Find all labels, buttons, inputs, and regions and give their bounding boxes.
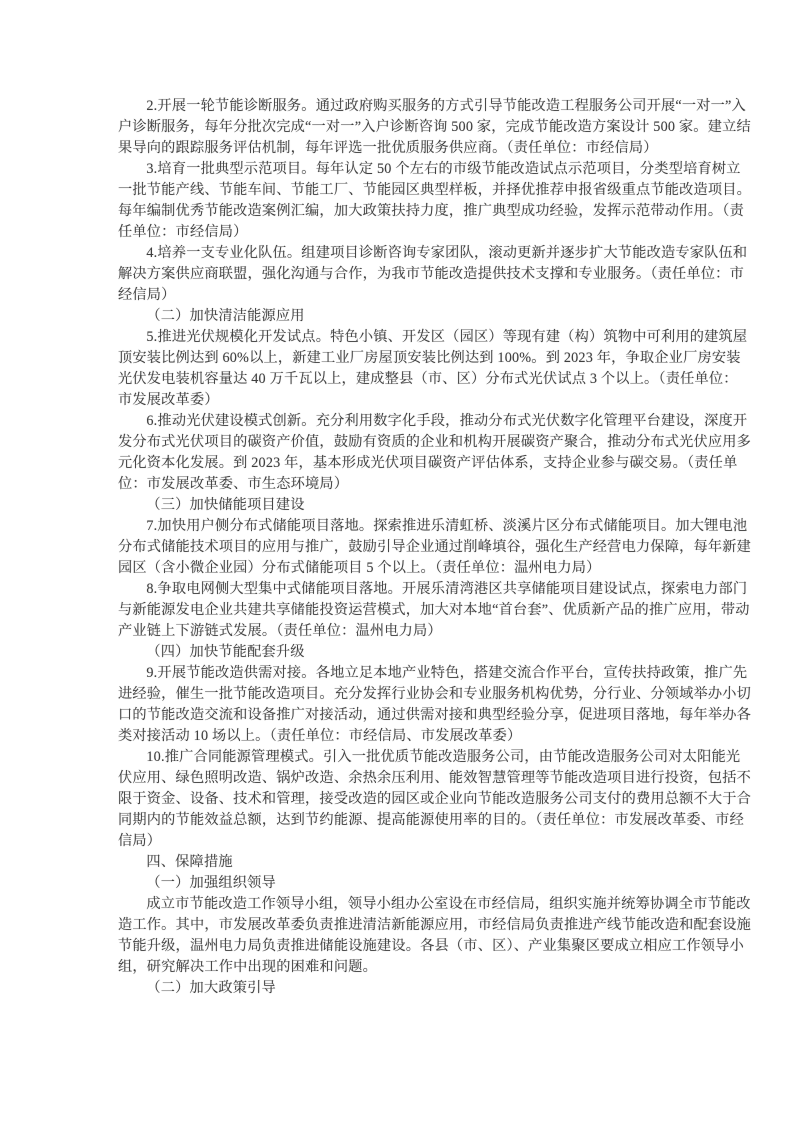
document-line: 产业链上下游链式发展。（责任单位：温州电力局） xyxy=(118,623,442,639)
document-line: （四）加快节能配套升级 xyxy=(146,644,305,660)
document-paragraph xyxy=(118,663,752,747)
document-line: 2.开展一轮节能诊断服务。通过政府购买服务的方式引导节能改造工程服务公司开展“一对一”入 xyxy=(146,98,746,114)
document-line: 同期内的节能效益总额，达到节约能源、提高能源使用率的目的。（责任单位：市发展改革委、市经 xyxy=(118,812,744,828)
document-body xyxy=(118,96,752,999)
document-line: 8.争取电网侧大型集中式储能项目落地。开展乐清湾港区共享储能项目建设试点，探索电力部门 xyxy=(146,581,748,597)
document-line: 组，研究解决工作中出现的困难和问题。 xyxy=(118,959,377,975)
document-paragraph xyxy=(118,327,748,411)
document-line: 5.推进光伏规模化开发试点。特色小镇、开发区（园区）等现有建（构）筑物中可利用的建筑屋 xyxy=(146,329,748,345)
document-line: 限于资金、设备、技术和管理，接受改造的园区或企业向节能改造服务公司支付的费用总额不大于合 xyxy=(118,791,752,807)
document-line: 四、保障措施 xyxy=(146,854,233,870)
document-paragraph xyxy=(118,96,751,159)
document-paragraph xyxy=(118,579,750,642)
document-line: 伏应用、绿色照明改造、锅炉改造、余热余压利用、能效智慧管理等节能改造项目进行投资，包括不 xyxy=(118,770,752,786)
document-line: （一）加强组织领导 xyxy=(146,875,276,891)
document-line: 类对接活动 10 场以上。（责任单位：市经信局、市发展改革委） xyxy=(118,728,522,744)
document-line: 顶安装比例达到 60%以上，新建工业厂房屋顶安装比例达到 100%。到 2023 年，争取企业厂房安装 xyxy=(118,350,741,366)
document-line: 节能升级，温州电力局负责推进储能设施建设。各县（市、区）、产业集聚区要成立相应工作领导小 xyxy=(118,938,744,954)
document-line: 光伏发电装机容量达 40 万千瓦以上，建成整县（市、区）分布式光伏试点 3 个以上。（责任单位： xyxy=(118,371,738,387)
document-line: 进经验，催生一批节能改造项目。充分发挥行业协会和专业服务机构优势，分行业、分领域举办小切 xyxy=(118,686,752,702)
section-heading xyxy=(118,642,696,663)
document-line: 4.培养一支专业化队伍。组建项目诊断咨询专家团队，滚动更新并逐步扩大节能改造专家队伍和 xyxy=(146,245,748,261)
document-line: 口的节能改造交流和设备推广对接活动，通过供需对接和典型经验分享，促进项目落地，每年举办各 xyxy=(118,707,752,723)
document-line: 每年编制优秀节能改造案例汇编，加大政策扶持力度，推广典型成功经验，发挥示范带动作用。（责 xyxy=(118,203,744,219)
document-line: 6.推动光伏建设模式创新。充分利用数字化手段，推动分布式光伏数字化管理平台建设，深度开 xyxy=(146,413,748,429)
document-line: 发分布式光伏项目的碳资产价值，鼓励有资质的企业和机构开展碳资产聚合，推动分布式光伏应用多 xyxy=(118,434,752,450)
document-line: 任单位：市经信局） xyxy=(118,224,248,240)
section-heading xyxy=(118,873,696,894)
document-line: （三）加快储能项目建设 xyxy=(146,497,305,513)
document-paragraph xyxy=(118,516,752,579)
document-line: 9.开展节能改造供需对接。各地立足本地产业特色，搭建交流合作平台，宣传扶持政策，推广先 xyxy=(146,665,748,681)
document-line: 7.加快用户侧分布式储能项目落地。探索推进乐清虹桥、淡溪片区分布式储能项目。加大锂电池 xyxy=(146,518,748,534)
section-heading xyxy=(118,978,696,999)
document-line: 户诊断服务，每年分批次完成“一对一”入户诊断咨询 500 家，完成节能改造方案设计 500 家。建立结 xyxy=(118,119,751,135)
document-line: 元化资本化发展。到 2023 年，基本形成光伏项目碳资产评估体系，支持企业参与碳交易。（责任单 xyxy=(118,455,738,471)
document-line: 果导向的跟踪服务评估机制，每年评选一批优质服务供应商。（责任单位：市经信局） xyxy=(118,140,658,156)
document-line: 位：市发展改革委、市生态环境局） xyxy=(118,476,349,492)
document-line: 3.培育一批典型示范项目。每年认定 50 个左右的市级节能改造试点示范项目，分类型培育树立 xyxy=(146,161,741,177)
document-paragraph xyxy=(118,747,752,852)
document-line: 园区（含小微企业园）分布式储能项目 5 个以上。（责任单位：温州电力局） xyxy=(118,560,601,576)
document-line: 一批节能产线、节能车间、节能工厂、节能园区典型样板，并择优推荐申报省级重点节能改造项目。 xyxy=(118,182,752,198)
document-paragraph xyxy=(118,243,748,306)
document-paragraph xyxy=(118,894,752,978)
section-heading xyxy=(118,306,696,327)
document-line: （二）加大政策引导 xyxy=(146,980,276,996)
document-line: 10.推广合同能源管理模式。引入一批优质节能改造服务公司，由节能改造服务公司对太阳能光 xyxy=(146,749,741,765)
document-paragraph xyxy=(118,411,752,495)
document-line: 成立市节能改造工作领导小组，领导小组办公室设在市经信局，组织实施并统筹协调全市节能改 xyxy=(146,896,751,912)
document-line: 分布式储能技术项目的应用与推广，鼓励引导企业通过削峰填谷，强化生产经营电力保障，每年新建 xyxy=(118,539,752,555)
document-line: 市发展改革委） xyxy=(118,392,219,408)
section-heading xyxy=(118,852,696,873)
document-line: 经信局） xyxy=(118,287,176,303)
document-line: 与新能源发电企业共建共享储能投资运营模式，加大对本地“首台套”、优质新产品的推广应用，带动 xyxy=(118,602,750,618)
document-line: （二）加快清洁能源应用 xyxy=(146,308,305,324)
document-line: 解决方案供应商联盟，强化沟通与合作，为我市节能改造提供技术支撑和专业服务。（责任单位：市 xyxy=(118,266,744,282)
document-paragraph xyxy=(118,159,752,243)
document-line: 信局） xyxy=(118,833,162,849)
document-line: 造工作。其中，市发展改革委负责推进清洁新能源应用，市经信局负责推进产线节能改造和配套设施 xyxy=(118,917,752,933)
section-heading xyxy=(118,495,696,516)
